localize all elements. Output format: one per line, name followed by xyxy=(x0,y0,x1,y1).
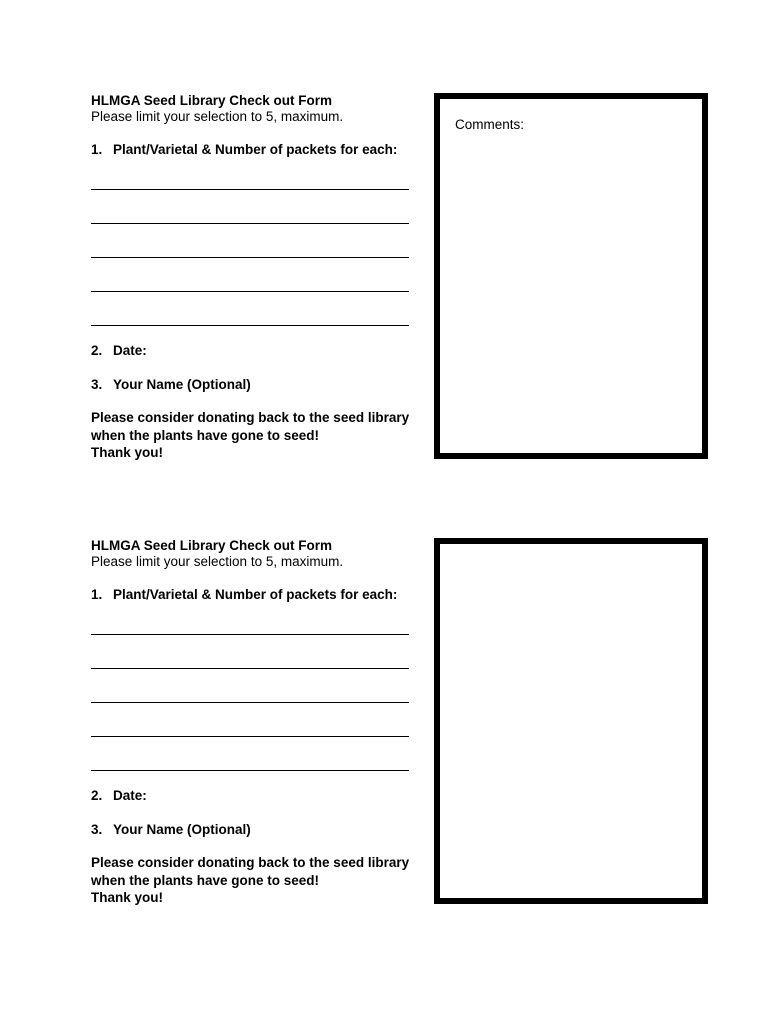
question-plant-varietal xyxy=(91,142,397,158)
form-subtitle: Please limit your selection to 5, maximum. xyxy=(91,554,344,569)
checkout-form-2 xyxy=(0,445,770,905)
plant-entry-line-4[interactable] xyxy=(91,291,409,292)
question-label: Date: xyxy=(113,343,147,358)
closing-line: when the plants have gone to seed! xyxy=(91,872,320,888)
question-label: Plant/Varietal & Number of packets for each: xyxy=(113,587,398,602)
question-number: 2. xyxy=(91,343,103,358)
comments-box[interactable] xyxy=(434,538,708,904)
closing-line: Thank you! xyxy=(91,445,164,460)
question-label: Your Name (Optional) xyxy=(113,377,251,392)
form-2-fields xyxy=(91,538,431,905)
checkout-form-1 xyxy=(0,0,770,460)
plant-entry-line-5[interactable] xyxy=(91,770,409,771)
plant-entry-line-1[interactable] xyxy=(91,634,409,635)
question-your-name xyxy=(91,377,251,393)
form-title: HLMGA Seed Library Check out Form xyxy=(91,93,333,108)
comments-label: Comments: xyxy=(455,117,525,132)
plant-entry-line-4[interactable] xyxy=(91,736,409,737)
plant-entry-line-3[interactable] xyxy=(91,257,409,258)
question-number: 1. xyxy=(91,587,103,602)
plant-entry-line-2[interactable] xyxy=(91,668,409,669)
closing-line: when the plants have gone to seed! xyxy=(91,427,320,443)
question-date xyxy=(91,788,147,804)
plant-entry-line-3[interactable] xyxy=(91,702,409,703)
form-title: HLMGA Seed Library Check out Form xyxy=(91,538,333,553)
question-number: 3. xyxy=(91,377,103,392)
comments-box[interactable] xyxy=(434,93,708,459)
closing-line: Please consider donating back to the seed library xyxy=(91,855,410,870)
question-label: Plant/Varietal & Number of packets for each: xyxy=(113,142,398,157)
question-label: Your Name (Optional) xyxy=(113,822,251,837)
question-number: 1. xyxy=(91,142,103,157)
plant-entry-line-5[interactable] xyxy=(91,325,409,326)
form-subtitle: Please limit your selection to 5, maximum. xyxy=(91,109,344,124)
closing-note xyxy=(91,854,409,907)
form-1-fields xyxy=(91,93,431,460)
closing-line: Thank you! xyxy=(91,890,164,905)
question-label: Date: xyxy=(113,788,147,803)
question-number: 2. xyxy=(91,788,103,803)
question-plant-varietal xyxy=(91,587,397,603)
question-your-name xyxy=(91,822,251,838)
question-date xyxy=(91,343,147,359)
plant-entry-line-1[interactable] xyxy=(91,189,409,190)
closing-line: Please consider donating back to the seed library xyxy=(91,410,410,425)
plant-entry-line-2[interactable] xyxy=(91,223,409,224)
question-number: 3. xyxy=(91,822,103,837)
